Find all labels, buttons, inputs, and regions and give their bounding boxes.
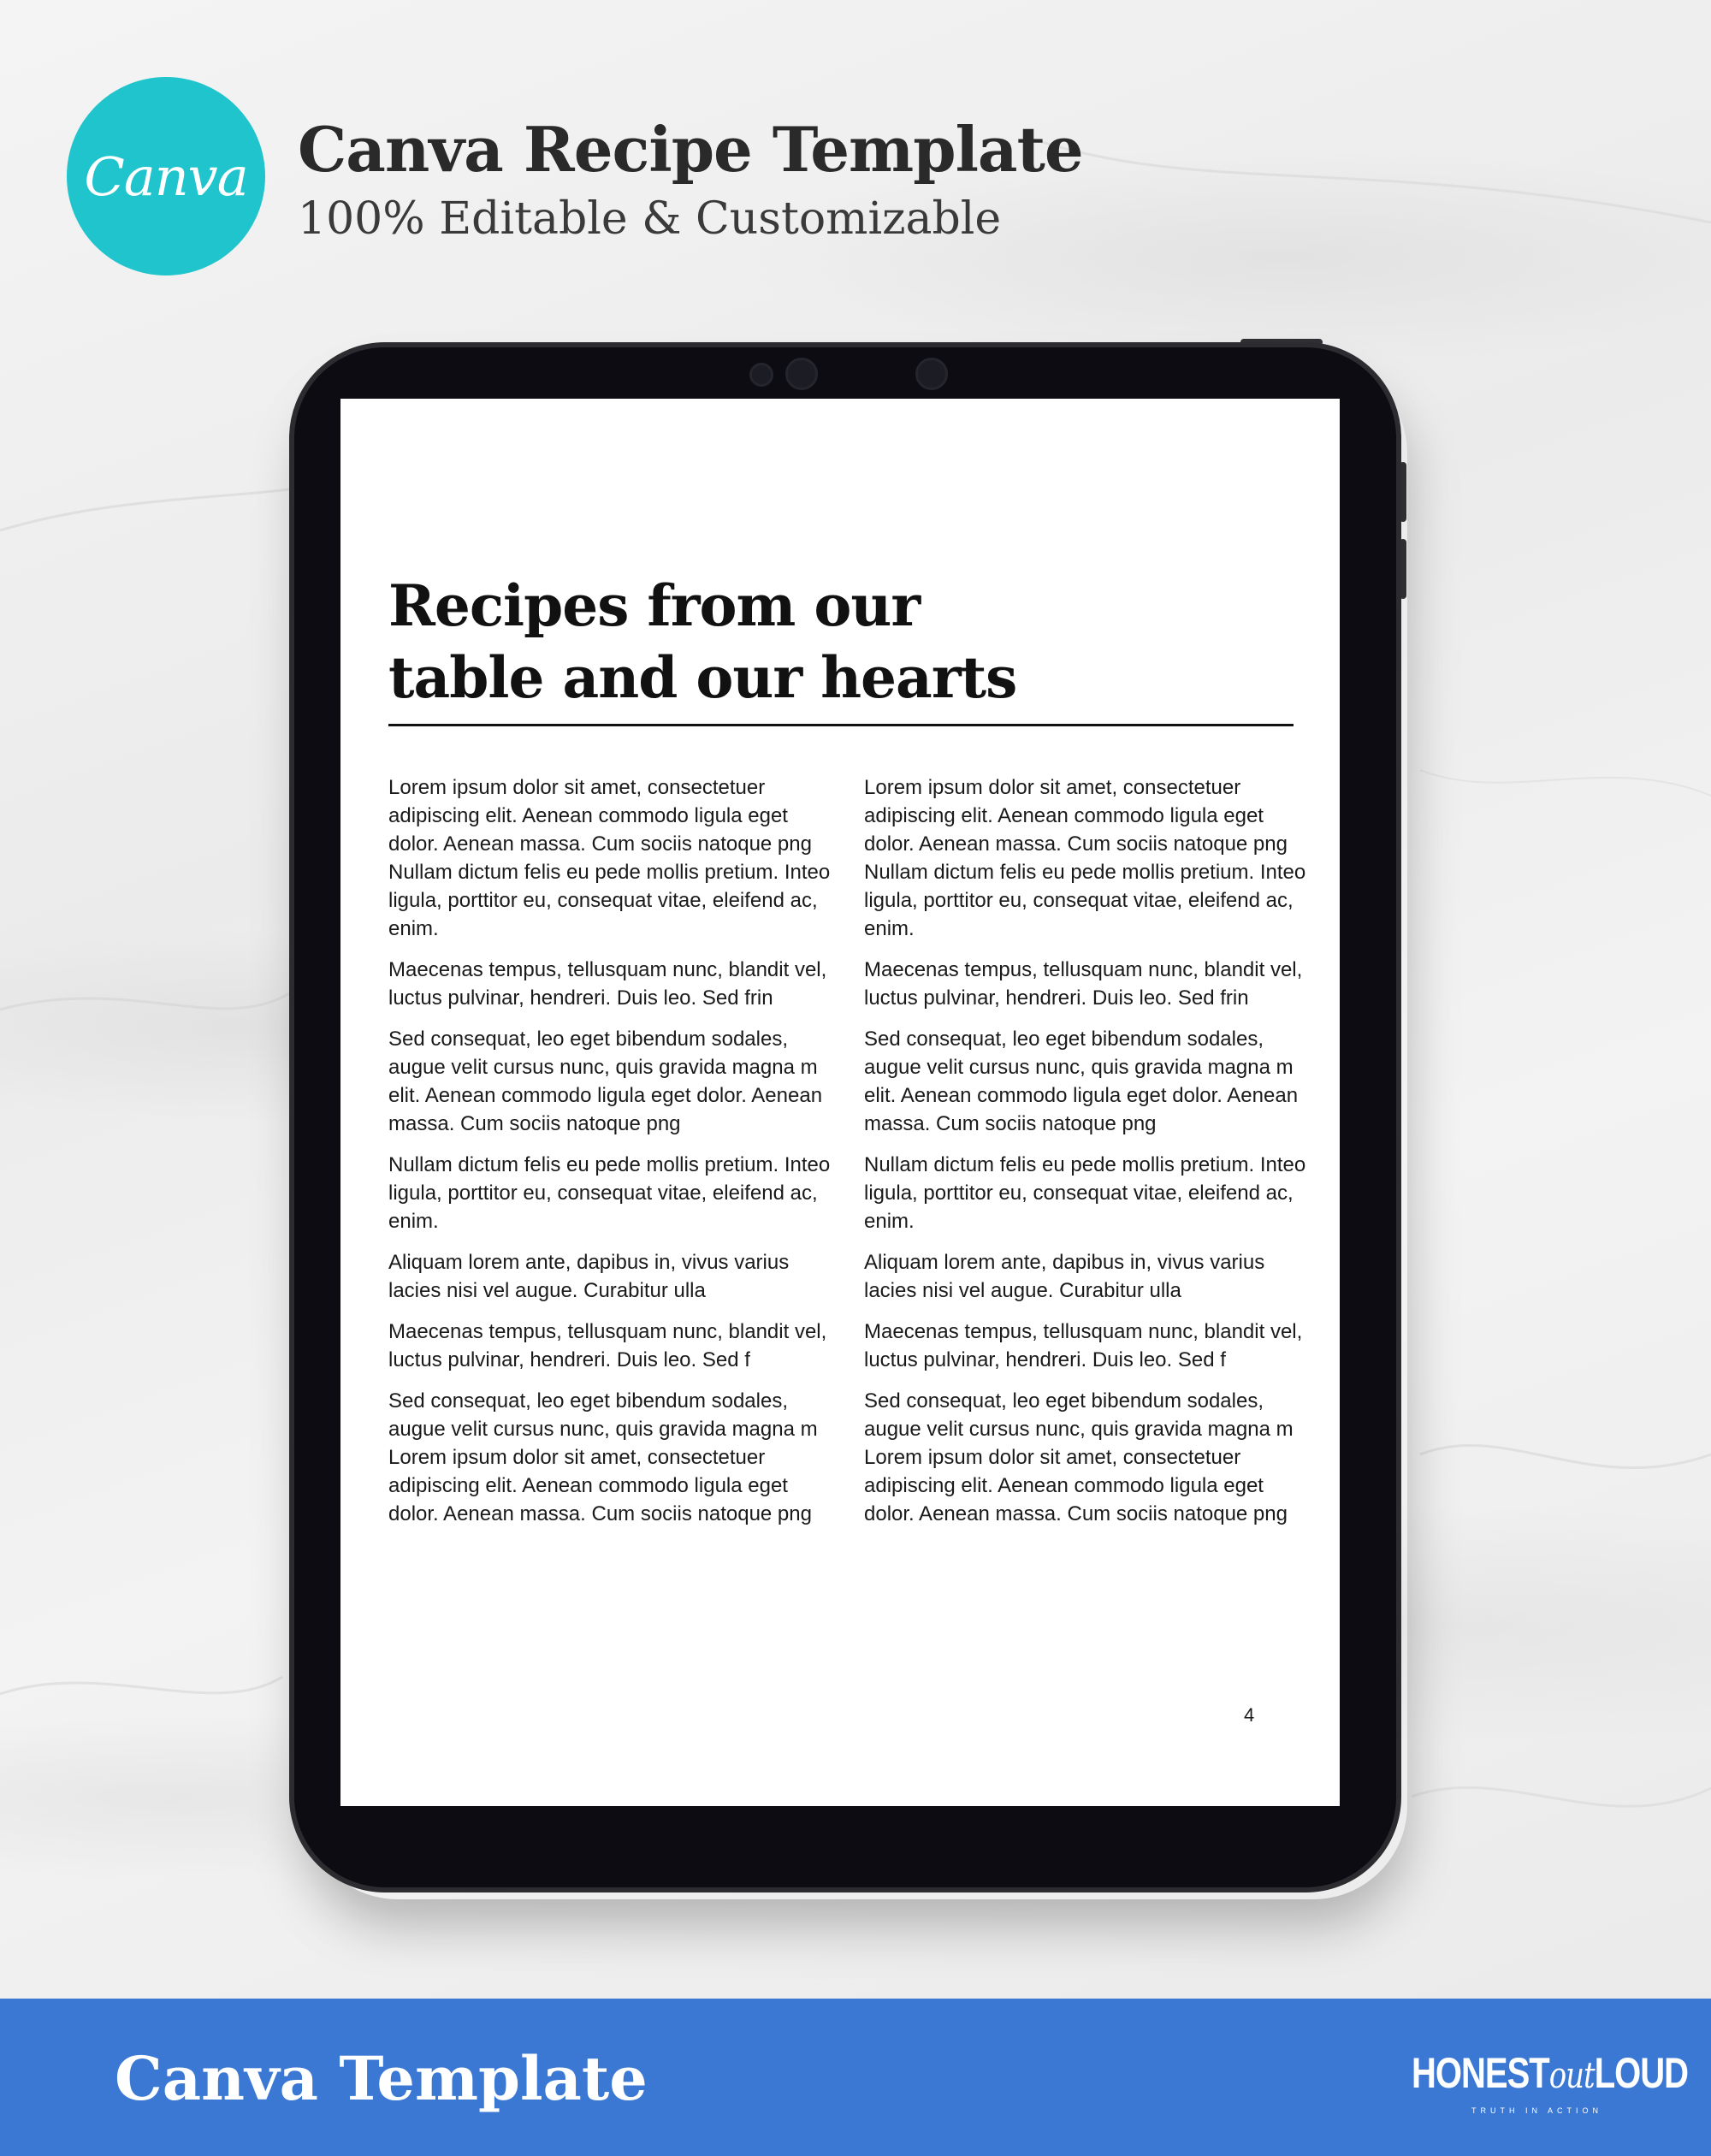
paragraph: Maecenas tempus, tellusquam nunc, blandit vel, luctus pulvinar, hendreri. Duis leo. Sed frin [388, 958, 827, 1010]
brand-loud: LOUD [1594, 2050, 1689, 2097]
tablet-sensor [749, 363, 773, 387]
paragraph: Lorem ipsum dolor sit amet, consectetuer adipiscing elit. Aenean commodo ligula eget dolor. Aenean massa. Cum sociis natoque png Nullam dictum felis eu pede mollis pretium. Inteo ligula, porttitor eu, consequat vitae, eleifend ac, enim. [864, 776, 1306, 940]
paragraph: Nullam dictum felis eu pede mollis pretium. Inteo ligula, porttitor eu, consequat vitae, eleifend ac, enim. [864, 1153, 1306, 1233]
text-column-right [864, 773, 1309, 1541]
footer-banner [0, 1999, 1711, 2156]
paragraph: Sed consequat, leo eget bibendum sodales, augue velit cursus nunc, quis gravida magna m Lorem ipsum dolor sit amet, consectetuer adipiscing elit. Aenean commodo ligula eget dolor. Aenean massa. Cum sociis natoque png [388, 1389, 818, 1525]
tablet-camera-secondary [915, 358, 948, 390]
paragraph: Maecenas tempus, tellusquam nunc, blandit vel, luctus pulvinar, hendreri. Duis leo. Sed f [388, 1320, 827, 1371]
heading-divider [388, 724, 1294, 726]
paragraph: Aliquam lorem ante, dapibus in, vivus varius lacies nisi vel augue. Curabitur ulla [864, 1251, 1265, 1302]
page-heading-line-2: table and our hearts [388, 644, 1017, 711]
header-title: Canva Recipe Template [298, 113, 1083, 186]
paragraph: Sed consequat, leo eget bibendum sodales, augue velit cursus nunc, quis gravida magna m elit. Aenean commodo ligula eget dolor. Aenean massa. Cum sociis natoque png [388, 1028, 823, 1135]
paragraph: Sed consequat, leo eget bibendum sodales, augue velit cursus nunc, quis gravida magna m Lorem ipsum dolor sit amet, consectetuer adipiscing elit. Aenean commodo ligula eget dolor. Aenean massa. Cum sociis natoque png [864, 1389, 1294, 1525]
brand-wordmark [1412, 2041, 1689, 2108]
page-heading-line-1: Recipes from our [388, 572, 921, 639]
page-heading [388, 570, 1244, 714]
paragraph: Sed consequat, leo eget bibendum sodales, augue velit cursus nunc, quis gravida magna m elit. Aenean commodo ligula eget dolor. Aenean massa. Cum sociis natoque png [864, 1028, 1299, 1135]
tablet-screen-page [340, 399, 1340, 1806]
paragraph: Aliquam lorem ante, dapibus in, vivus varius lacies nisi vel augue. Curabitur ulla [388, 1251, 790, 1302]
brand-out: out [1548, 2054, 1595, 2097]
paragraph: Lorem ipsum dolor sit amet, consectetuer adipiscing elit. Aenean commodo ligula eget dolor. Aenean massa. Cum sociis natoque png Nullam dictum felis eu pede mollis pretium. Inteo ligula, porttitor eu, consequat vitae, eleifend ac, enim. [388, 776, 831, 940]
footer-label: Canva Template [115, 2043, 648, 2114]
canva-logo [67, 77, 265, 275]
paragraph: Maecenas tempus, tellusquam nunc, blandit vel, luctus pulvinar, hendreri. Duis leo. Sed f [864, 1320, 1303, 1371]
text-column-left [388, 773, 833, 1541]
page-number: 4 [1244, 1704, 1255, 1726]
brand-honest: HONEST [1412, 2050, 1549, 2097]
honest-out-loud-logo [1412, 2041, 1689, 2118]
canva-logo-text: Canva [84, 145, 248, 208]
brand-tagline: TRUTH IN ACTION [1471, 2106, 1602, 2115]
paragraph: Maecenas tempus, tellusquam nunc, blandit vel, luctus pulvinar, hendreri. Duis leo. Sed frin [864, 958, 1303, 1010]
tablet-camera [785, 358, 818, 390]
paragraph: Nullam dictum felis eu pede mollis pretium. Inteo ligula, porttitor eu, consequat vitae, eleifend ac, enim. [388, 1153, 831, 1233]
header-subtitle: 100% Editable & Customizable [298, 193, 1002, 245]
